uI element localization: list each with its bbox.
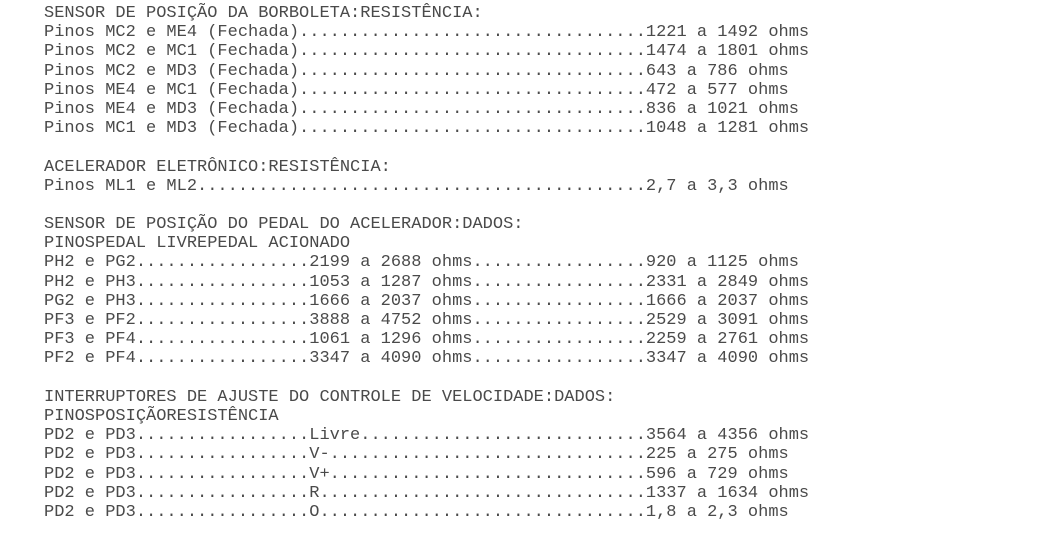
data-row: PF3 e PF2.................3888 a 4752 ohms.................2529 a 3091 ohms	[44, 311, 810, 330]
data-row: Pinos MC2 e ME4 (Fechada)..................................1221 a 1492 ohms	[44, 23, 810, 43]
document	[44, 4, 809, 533]
data-row: Pinos ME4 e MC1 (Fechada)..................................472 a 577 ohms	[44, 80, 789, 100]
data-row: PG2 e PH3.................1666 a 2037 ohms.................1666 a 2037 ohms	[44, 291, 810, 311]
data-row: Pinos MC2 e MD3 (Fechada)..................................643 a 786 ohms	[44, 61, 789, 81]
data-row: PF3 e PF4.................1061 a 1296 ohms.................2259 a 2761 ohms	[44, 330, 810, 350]
column-header-line: PINOSPOSIÇÃORESISTÊNCIA	[44, 406, 279, 426]
section-title: SENSOR DE POSIÇÃO DA BORBOLETA:RESISTÊNCIA:	[44, 4, 483, 23]
data-row: Pinos MC2 e MC1 (Fechada)..................................1474 a 1801 ohms	[44, 42, 810, 62]
spec-section-1	[44, 158, 809, 196]
spec-section-0	[44, 4, 809, 138]
section-title: INTERRUPTORES DE AJUSTE DO CONTROLE DE VELOCIDADE:DADOS:	[44, 387, 616, 407]
data-row: PH2 e PH3.................1053 a 1287 ohms.................2331 a 2849 ohms	[44, 272, 810, 292]
spec-section-3	[44, 388, 809, 522]
data-row: PD2 e PD3.................O................................1,8 a 2,3 ohms	[44, 502, 789, 522]
section-title: ACELERADOR ELETRÔNICO:RESISTÊNCIA:	[44, 157, 391, 177]
data-row: PD2 e PD3.................R................................1337 a 1634 ohms	[44, 483, 810, 503]
data-row: PD2 e PD3.................Livre............................3564 a 4356 ohms	[44, 426, 810, 446]
data-row: PF2 e PF4.................3347 a 4090 ohms.................3347 a 4090 ohms	[44, 349, 810, 369]
data-row: PD2 e PD3.................V+...............................596 a 729 ohms	[44, 464, 789, 484]
data-row: PH2 e PG2.................2199 a 2688 ohms.................920 a 1125 ohms	[44, 253, 799, 273]
data-row: Pinos MC1 e MD3 (Fechada)..................................1048 a 1281 ohms	[44, 119, 810, 139]
column-header-line: PINOSPEDAL LIVREPEDAL ACIONADO	[44, 234, 351, 254]
data-row: Pinos ME4 e MD3 (Fechada)..................................836 a 1021 ohms	[44, 99, 799, 119]
spec-section-2	[44, 215, 809, 369]
section-title: SENSOR DE POSIÇÃO DO PEDAL DO ACELERADOR:DADOS:	[44, 215, 524, 235]
data-row: Pinos ML1 e ML2............................................2,7 a 3,3 ohms	[44, 176, 789, 196]
data-row: PD2 e PD3.................V-...............................225 a 275 ohms	[44, 445, 789, 465]
